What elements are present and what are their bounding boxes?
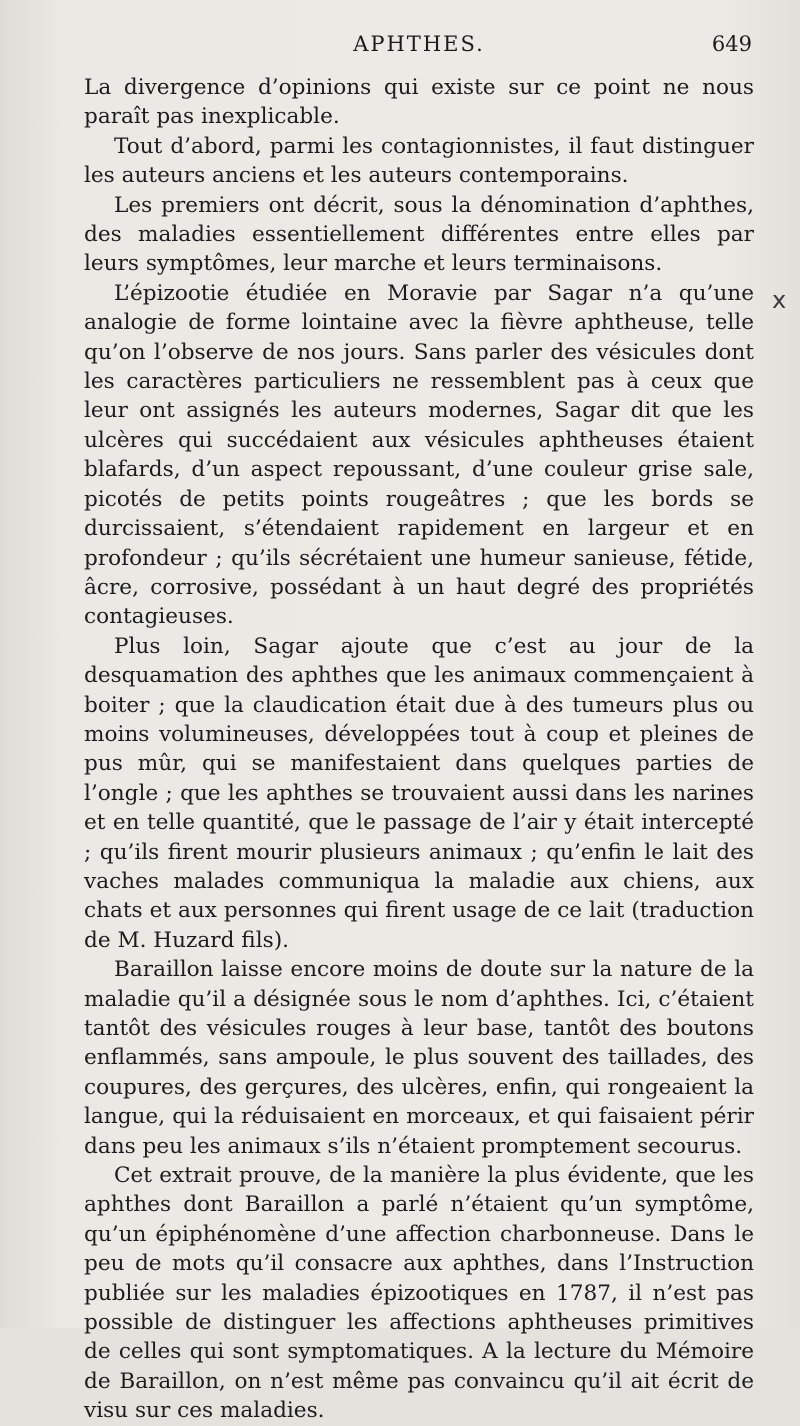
page-number: 649	[711, 32, 752, 56]
paragraph-5: Plus loin, Sagar ajoute que c’est au jour de la desquamation des aphthes que les animaux commençaient à boiter ; que la claudication était due à des tumeurs plus ou moins volumineuses, développées tout à coup et pleines de pus mûr, qui se manifestaient dans quelques parties de l’ongle ; que les aphthes se trouvaient aussi dans les narines et en telle quantité, que le passage de l’air y était intercepté ; qu’ils firent mourir plusieurs animaux ; qu’enfin le lait des vaches malades communiqua la maladie aux chiens, aux chats et aux personnes qui firent usage de ce lait (traduction de M. Huzard fils).	[84, 633, 754, 953]
margin-annotation: x	[772, 286, 787, 314]
paragraph-4: L’épizootie étudiée en Moravie par Sagar n’a qu’une analogie de forme lointaine avec la fièvre aphtheuse, telle qu’on l’observe de nos jours. Sans parler des vésicules dont les caractères particuliers ne ressemblent pas à ceux que leur ont assignés les auteurs modernes, Sagar dit que les ulcères qui succédaient aux vésicules aphtheuses étaient blafards, d’un aspect repoussant, d’une couleur grise sale, picotés de petits points rougeâtres ; que les bords se durcissaient, s’étendaient rapidement en largeur et en profondeur ; qu’ils sécrétaient une humeur sanieuse, fétide, âcre, corrosive, possédant à un haut degré des propriétés contagieuses.	[84, 280, 754, 630]
paragraph-1: La divergence d’opinions qui existe sur ce point ne nous paraît pas inexplicable.	[84, 75, 754, 130]
page-header	[86, 26, 752, 62]
paragraph-7: Cet extrait prouve, de la manière la plus évidente, que les aphthes dont Baraillon a parlé n’étaient qu’un symptôme, qu’un épiphénomène d’une affection charbonneuse. Dans le peu de mots qu’il consacre aux aphthes, dans l’Instruction publiée sur les maladies épizootiques en 1787, il n’est pas possible de distinguer les affections aphtheuses primitives de celles qui sont symptomatiques. A la lecture du Mémoire de Baraillon, on n’est même pas convaincu qu’il ait écrit de visu sur ces maladies.	[84, 1163, 754, 1424]
running-title: APHTHES.	[353, 32, 485, 56]
paragraph-3: Les premiers ont décrit, sous la dénomination d’aphthes, des maladies essentiellement différentes entre elles par leurs symptômes, leur marche et leurs terminaisons.	[84, 192, 754, 277]
body-text	[84, 73, 754, 1426]
paragraph-6: Baraillon laisse encore moins de doute sur la nature de la maladie qu’il a désignée sous le nom d’aphthes. Ici, c’étaient tantôt des vésicules rouges à leur base, tantôt des boutons enflammés, sans ampoule, le plus souvent des taillades, des coupures, des gerçures, des ulcères, enfin, qui rongeaient la langue, qui la réduisaient en morceaux, et qui faisaient périr dans peu les animaux s’ils n’étaient promptement secourus.	[84, 957, 754, 1159]
paragraph-2: Tout d’abord, parmi les contagionnistes, il faut distinguer les auteurs anciens et les auteurs contemporains.	[84, 133, 754, 189]
